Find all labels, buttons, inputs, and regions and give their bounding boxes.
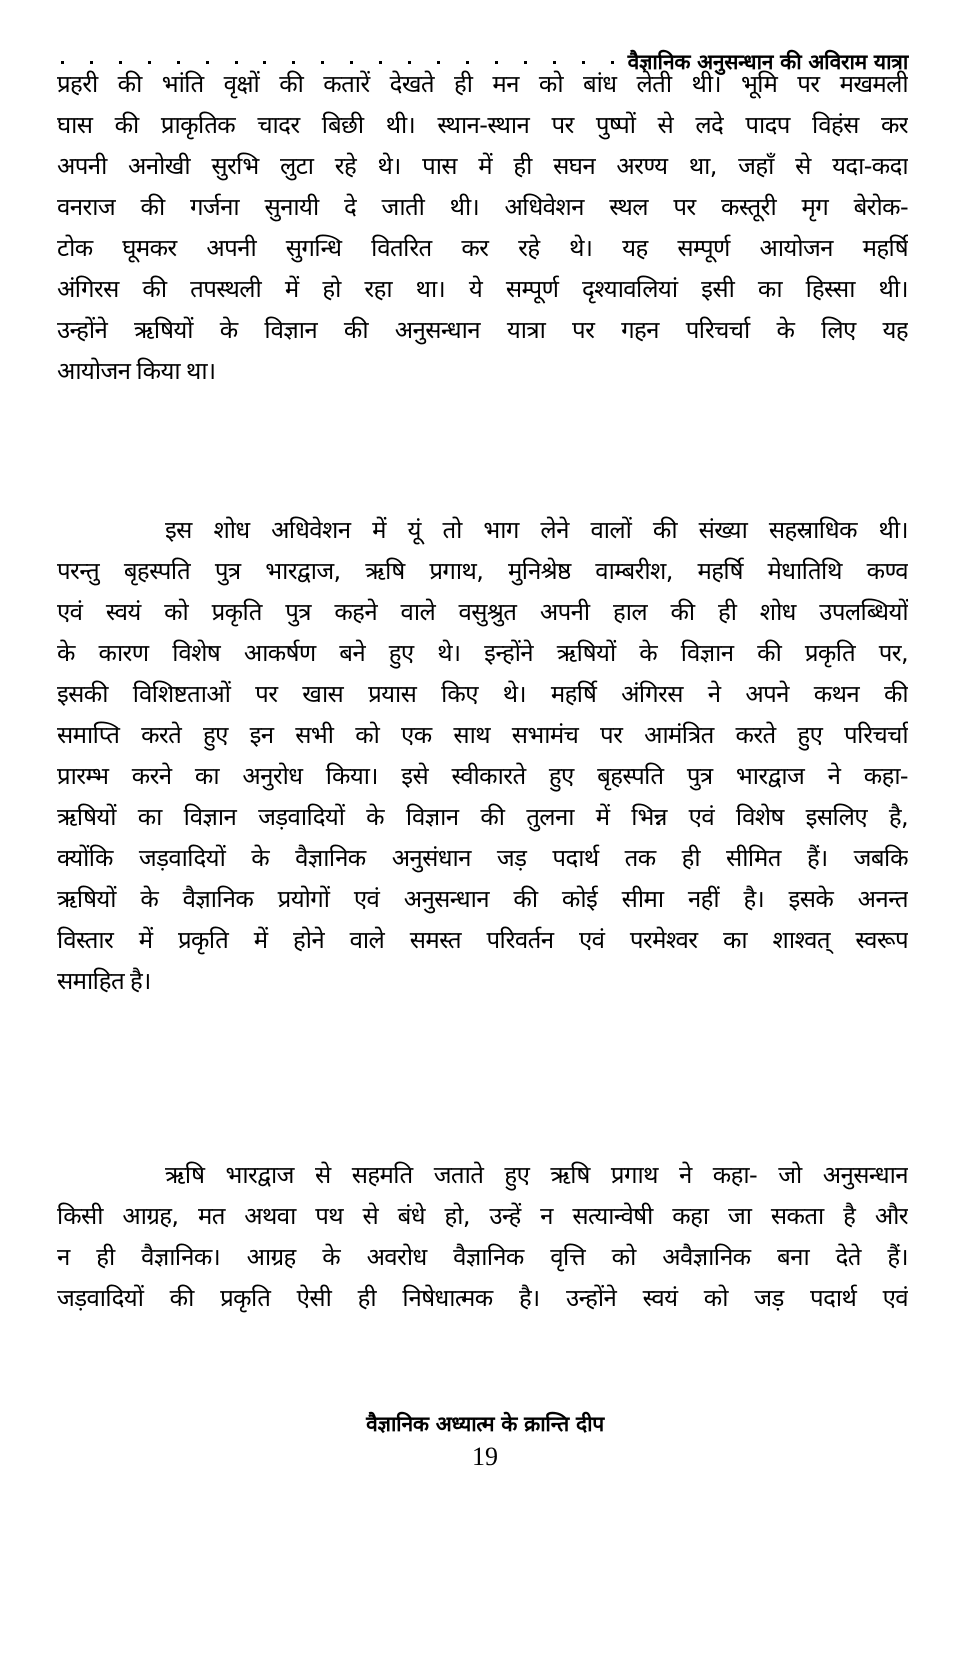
text-line: इस शोध अधिवेशन में यूं तो भाग लेने वालों की संख्या सहस्राधिक थी।	[165, 516, 908, 544]
text-line: जड़वादियों की प्रकृति ऐसी ही निषेधात्मक है। उन्होंने स्वयं को जड़ पदार्थ एवं	[57, 1284, 908, 1312]
footer-book-title: वैज्ञानिक अध्यात्म के क्रान्ति दीप	[366, 1412, 604, 1436]
page-number: 19	[472, 1442, 498, 1471]
paragraph-2	[57, 510, 908, 1002]
text-line: परन्तु बृहस्पति पुत्र भारद्वाज, ऋषि प्रगाथ, मुनिश्रेष्ठ वाम्बरीश, महर्षि मेधातिथि कण्व	[57, 557, 908, 585]
text-line: प्रारम्भ करने का अनुरोध किया। इसे स्वीकारते हुए बृहस्पति पुत्र भारद्वाज ने कहा-	[57, 762, 908, 790]
text-line: क्योंकि जड़वादियों के वैज्ञानिक अनुसंधान जड़ पदार्थ तक ही सीमित हैं। जबकि	[57, 844, 908, 872]
text-line: प्रहरी की भांति वृक्षों की कतारें देखते ही मन को बांध लेती थी। भूमि पर मखमली	[57, 70, 908, 98]
paragraph-1	[57, 64, 908, 392]
text-line: ऋषियों के वैज्ञानिक प्रयोगों एवं अनुसन्धान की कोई सीमा नहीं है। इसके अनन्त	[57, 885, 908, 913]
text-line: वनराज की गर्जना सुनायी दे जाती थी। अधिवेशन स्थल पर कस्तूरी मृग बेरोक-	[57, 193, 908, 221]
text-line: किसी आग्रह, मत अथवा पथ से बंधे हो, उन्हें न सत्यान्वेषी कहा जा सकता है और	[57, 1202, 908, 1230]
text-line: ऋषि भारद्वाज से सहमति जताते हुए ऋषि प्रगाथ ने कहा- जो अनुसन्धान	[165, 1161, 908, 1189]
text-line: उन्होंने ऋषियों के विज्ञान की अनुसन्धान यात्रा पर गहन परिचर्चा के लिए यह	[57, 316, 908, 344]
text-line: इसकी विशिष्टताओं पर खास प्रयास किए थे। महर्षि अंगिरस ने अपने कथन की	[57, 680, 908, 708]
text-line: घास की प्राकृतिक चादर बिछी थी। स्थान-स्थान पर पुष्पों से लदे पादप विहंस कर	[57, 111, 908, 139]
text-line: के कारण विशेष आकर्षण बने हुए थे। इन्होंने ऋषियों के विज्ञान की प्रकृति पर,	[57, 639, 908, 667]
text-line: समाहित है।	[57, 967, 151, 995]
text-line: अंगिरस की तपस्थली में हो रहा था। ये सम्पूर्ण दृश्यावलियां इसी का हिस्सा थी।	[57, 275, 908, 303]
text-line: एवं स्वयं को प्रकृति पुत्र कहने वाले वसुश्रुत अपनी हाल की ही शोध उपलब्धियों	[57, 598, 908, 626]
text-line: न ही वैज्ञानिक। आग्रह के अवरोध वैज्ञानिक वृत्ति को अवैज्ञानिक बना देते हैं।	[57, 1243, 908, 1271]
paragraph-3	[57, 1155, 908, 1319]
text-line: टोक घूमकर अपनी सुगन्धि वितरित कर रहे थे। यह सम्पूर्ण आयोजन महर्षि	[57, 234, 908, 262]
running-title: वैज्ञानिक अनुसन्धान की अविराम यात्रा	[627, 50, 908, 74]
text-line: आयोजन किया था।	[57, 357, 216, 385]
text-line: विस्तार में प्रकृति में होने वाले समस्त परिवर्तन एवं परमेश्वर का शाश्वत् स्वरूप	[57, 926, 908, 954]
text-line: ऋषियों का विज्ञान जड़वादियों के विज्ञान की तुलना में भिन्न एवं विशेष इसलिए है,	[57, 803, 908, 831]
text-line: अपनी अनोखी सुरभि लुटा रहे थे। पास में ही सघन अरण्य था, जहाँ से यदा-कदा	[57, 152, 908, 180]
text-line: समाप्ति करते हुए इन सभी को एक साथ सभामंच पर आमंत्रित करते हुए परिचर्चा	[57, 721, 908, 749]
